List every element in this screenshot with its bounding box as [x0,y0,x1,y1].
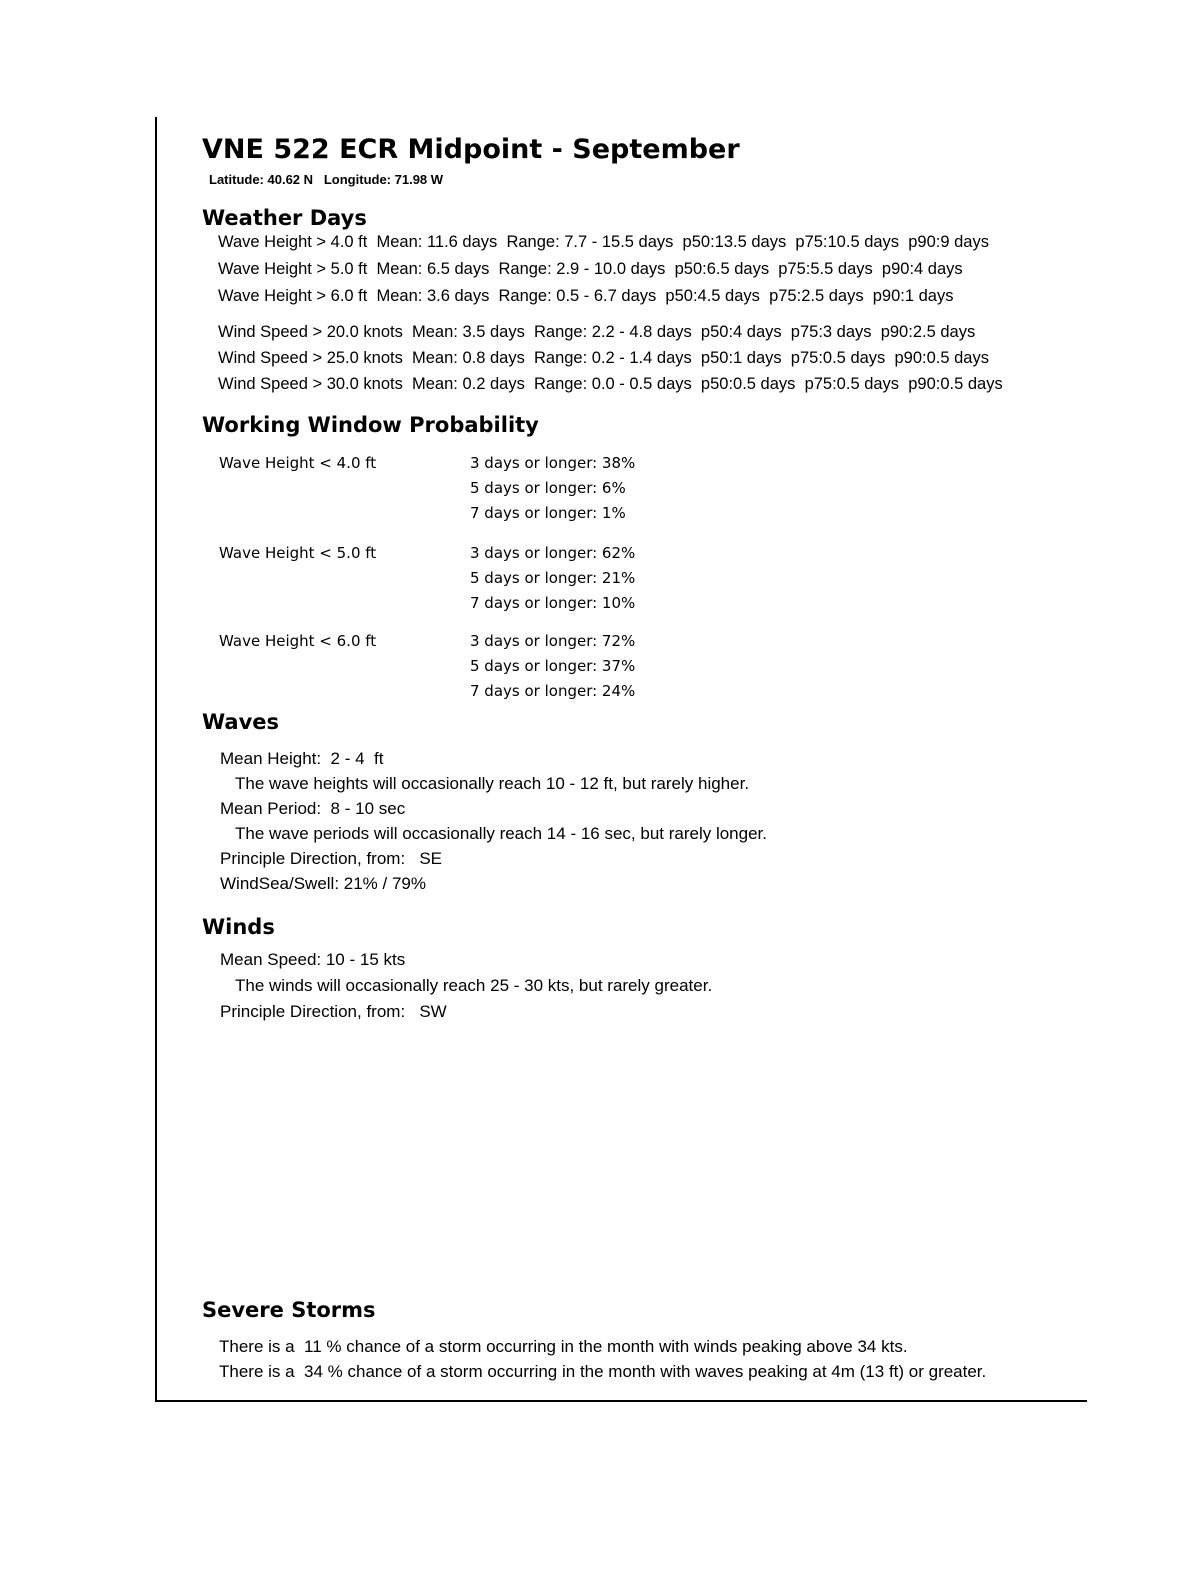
working-window-threshold-label: Wave Height < 5.0 ft [219,544,377,562]
waves-windsea-swell: WindSea/Swell: 21% / 79% [220,874,426,893]
probability-line: 7 days or longer: 24% [470,682,636,700]
winds-principle-direction: Principle Direction, from: SW [220,1002,447,1021]
working-window-threshold-label: Wave Height < 4.0 ft [219,454,377,472]
working-window-probabilities [470,629,870,704]
waves-height-note: The wave heights will occasionally reach 10 - 12 ft, but rarely higher. [235,774,750,793]
page-border-bottom [155,1400,1087,1402]
probability-line: 3 days or longer: 38% [470,454,636,472]
working-window-probabilities [470,451,870,526]
section-heading-working-window: Working Window Probability [202,413,539,437]
storm-chance-winds: There is a 11 % chance of a storm occurring in the month with winds peaking above 34 kts. [219,1337,908,1356]
probability-line: 7 days or longer: 1% [470,504,626,522]
working-window-threshold-label: Wave Height < 6.0 ft [219,632,377,650]
waves-mean-period: Mean Period: 8 - 10 sec [220,799,406,818]
wind-speed-days-rows [218,319,1003,397]
wave-days-row: Wave Height > 6.0 ft Mean: 3.6 days Range: 0.5 - 6.7 days p50:4.5 days p75:2.5 days p90:1 days [218,287,954,305]
severe-storms-details [219,1334,986,1384]
wind-days-row: Wind Speed > 25.0 knots Mean: 0.8 days Range: 0.2 - 1.4 days p50:1 days p75:0.5 days p90:0.5 days [218,349,989,367]
working-window-probabilities [470,541,870,616]
wind-days-row: Wind Speed > 20.0 knots Mean: 3.5 days Range: 2.2 - 4.8 days p50:4 days p75:3 days p90:2.5 days [218,323,976,341]
winds-speed-note: The winds will occasionally reach 25 - 30 kts, but rarely greater. [235,976,713,995]
wave-days-row: Wave Height > 5.0 ft Mean: 6.5 days Range: 2.9 - 10.0 days p50:6.5 days p75:5.5 days p90:4 days [218,260,963,278]
section-heading-weather-days: Weather Days [202,206,367,230]
probability-line: 5 days or longer: 37% [470,657,636,675]
probability-line: 3 days or longer: 72% [470,632,636,650]
page-border-left [155,117,157,1402]
probability-line: 7 days or longer: 10% [470,594,636,612]
probability-line: 5 days or longer: 21% [470,569,636,587]
wind-days-row: Wind Speed > 30.0 knots Mean: 0.2 days Range: 0.0 - 0.5 days p50:0.5 days p75:0.5 days p90:0.5 days [218,375,1003,393]
location-coordinates: Latitude: 40.62 N Longitude: 71.98 W [209,172,444,187]
section-heading-winds: Winds [202,915,275,939]
waves-details [220,746,767,896]
waves-principle-direction: Principle Direction, from: SE [220,849,443,868]
waves-mean-height: Mean Height: 2 - 4 ft [220,749,384,768]
waves-period-note: The wave periods will occasionally reach 14 - 16 sec, but rarely longer. [235,824,767,843]
page-title: VNE 522 ECR Midpoint - September [202,134,740,165]
probability-line: 3 days or longer: 62% [470,544,636,562]
section-heading-severe-storms: Severe Storms [202,1298,376,1322]
section-heading-waves: Waves [202,710,280,734]
probability-line: 5 days or longer: 6% [470,479,626,497]
wave-days-row: Wave Height > 4.0 ft Mean: 11.6 days Range: 7.7 - 15.5 days p50:13.5 days p75:10.5 days p90:9 days [218,233,989,251]
winds-mean-speed: Mean Speed: 10 - 15 kts [220,950,406,969]
winds-details [220,947,712,1025]
wave-height-days-rows [218,229,989,310]
storm-chance-waves: There is a 34 % chance of a storm occurring in the month with waves peaking at 4m (13 ft) or greater. [219,1362,987,1381]
